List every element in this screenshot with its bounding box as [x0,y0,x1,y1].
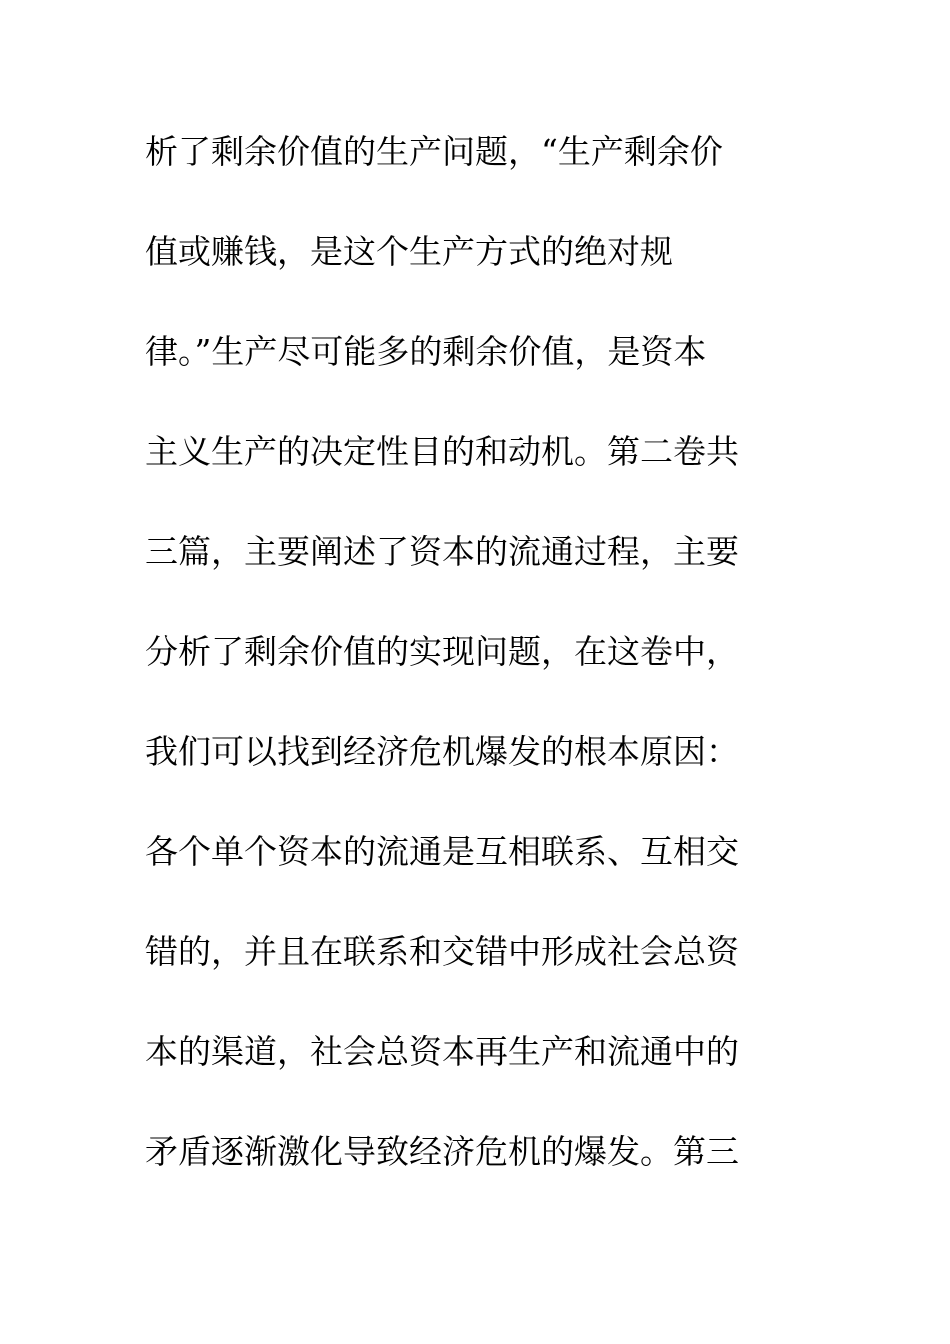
text-line: 错的，并且在联系和交错中形成社会总资 [145,932,739,971]
text-line: 律。”生产尽可能多的剩余价值，是资本 [145,332,707,371]
text-line: 主义生产的决定性目的和动机。第二卷共 [145,432,739,471]
text-line: 各个单个资本的流通是互相联系、互相交 [145,832,739,871]
text-line: 析了剩余价值的生产问题，“生产剩余价 [145,132,723,171]
text-line: 矛盾逐渐激化导致经济危机的爆发。第三 [145,1132,739,1171]
text-line: 我们可以找到经济危机爆发的根本原因： [145,732,739,771]
text-line: 三篇，主要阐述了资本的流通过程，主要 [145,532,739,571]
text-line: 值或赚钱，是这个生产方式的绝对规 [145,232,673,271]
text-line: 本的渠道，社会总资本再生产和流通中的 [145,1032,739,1071]
text-line: 分析了剩余价值的实现问题，在这卷中， [145,632,739,671]
